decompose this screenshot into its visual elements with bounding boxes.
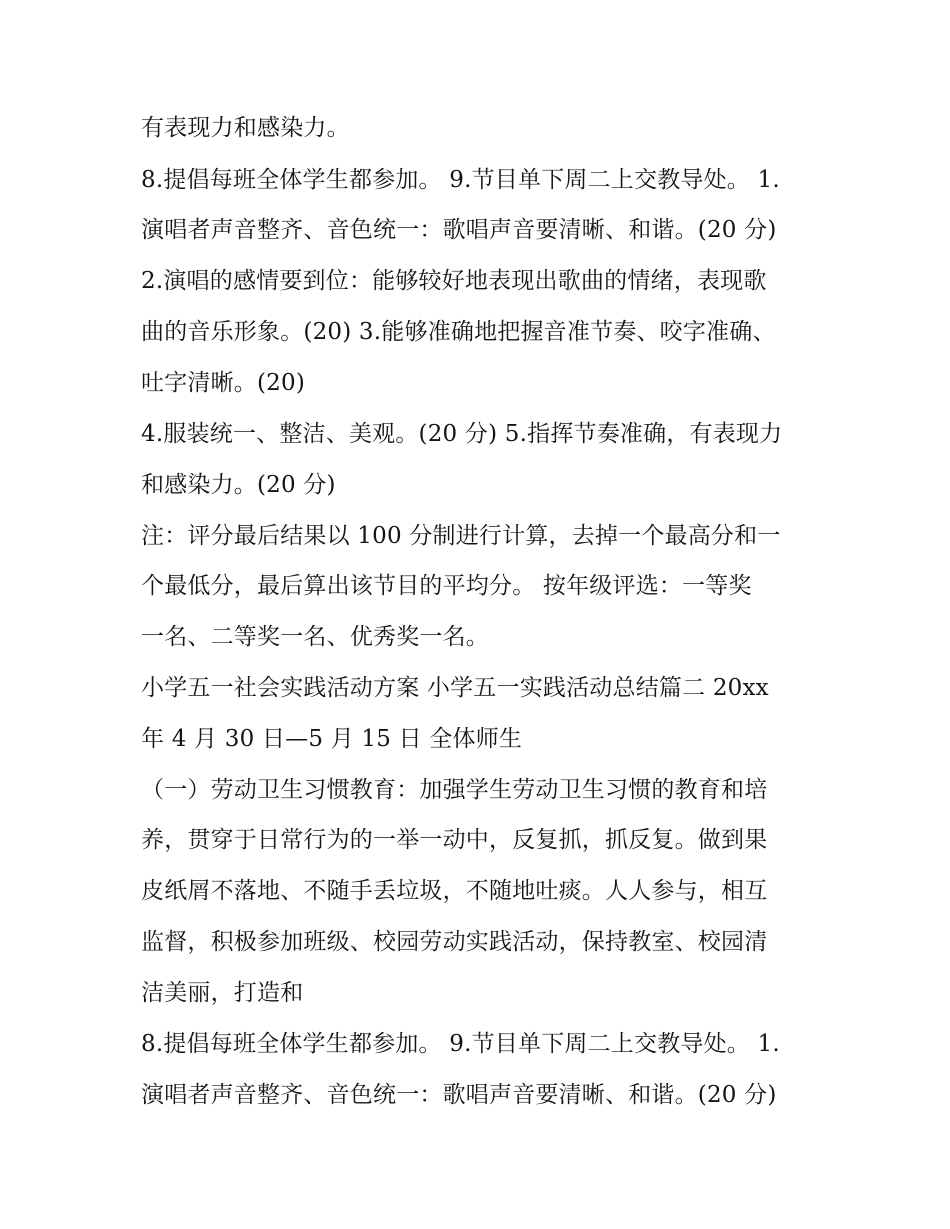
text-line: 演唱者声音整齐、音色统一：歌唱声音要清晰、和谐。(20 分) [141,217,777,243]
text-line: 和感染力。(20 分) [141,472,336,498]
text-line: 个最低分，最后算出该节目的平均分。 按年级评选：一等奖 [141,573,752,599]
text-line: 曲的音乐形象。(20) 3.能够准确地把握音准节奏、咬字准确、 [141,319,776,345]
text-line: 注：评分最后结果以 100 分制进行计算，去掉一个最高分和一 [141,523,781,549]
text-line: 有表现力和感染力。 [141,115,350,141]
text-line: 监督，积极参加班级、校园劳动实践活动，保持教室、校园清 [141,929,768,955]
text-line: 2.演唱的感情要到位：能够较好地表现出歌曲的情绪，表现歌 [141,268,767,294]
text-line: 演唱者声音整齐、音色统一：歌唱声音要清晰、和谐。(20 分) [141,1082,777,1108]
text-line: 洁美丽，打造和 [141,980,304,1006]
text-line: 8.提倡每班全体学生都参加。 9.节目单下周二上交教导处。 1. [141,1031,780,1057]
text-line: 吐字清晰。(20) [141,370,306,396]
text-line: 4.服装统一、整洁、美观。(20 分) 5.指挥节奏准确，有表现力 [141,421,783,447]
text-line: 小学五一社会实践活动方案 小学五一实践活动总结篇二 20xx [141,675,769,701]
text-line: （一）劳动卫生习惯教育：加强学生劳动卫生习惯的教育和培 [141,777,768,803]
text-line: 皮纸屑不落地、不随手丢垃圾，不随地吐痰。人人参与，相互 [141,878,768,904]
text-line: 养，贯穿于日常行为的一举一动中，反复抓，抓反复。做到果 [141,827,768,853]
text-line: 年 4 月 30 日—5 月 15 日 全体师生 [141,726,523,752]
text-line: 8.提倡每班全体学生都参加。 9.节目单下周二上交教导处。 1. [141,167,780,193]
text-line: 一名、二等奖一名、优秀奖一名。 [141,624,489,650]
